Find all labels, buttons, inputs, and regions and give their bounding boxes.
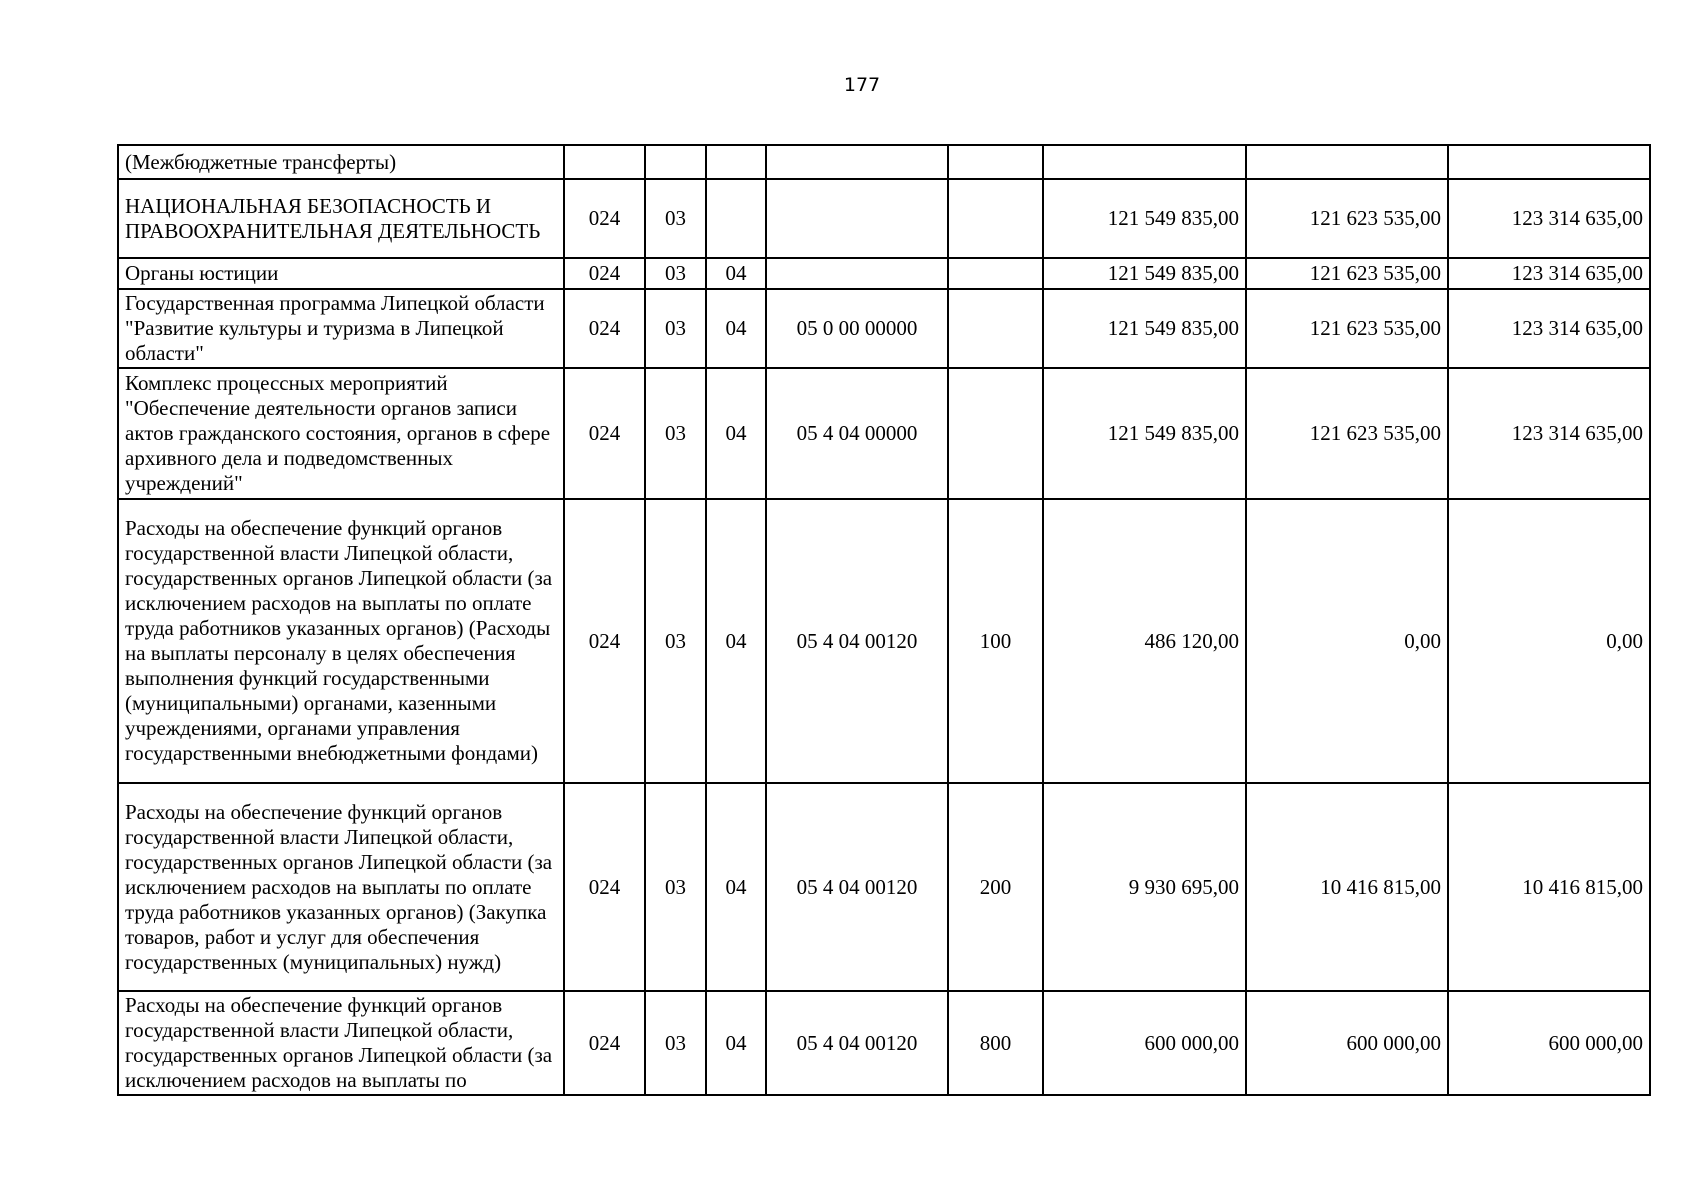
amount-year-1: 121 549 835,00 (1043, 258, 1246, 289)
target-article-code: 05 4 04 00120 (766, 499, 948, 783)
amount-year-3: 123 314 635,00 (1448, 179, 1650, 258)
subsection-code (706, 145, 766, 179)
row-name: Расходы на обеспечение функций органов государственной власти Липецкой области, государственных органов Липецкой области (за исключением расходов на выплаты по оплате труда работников указанных органов) (Закупка товаров, работ и услуг для обеспечения государственных (муниципальных) нужд) (118, 783, 564, 991)
section-code: 03 (645, 991, 706, 1095)
amount-year-1: 121 549 835,00 (1043, 289, 1246, 368)
subsection-code (706, 179, 766, 258)
amount-year-1 (1043, 145, 1246, 179)
subsection-code: 04 (706, 289, 766, 368)
target-article-code: 05 4 04 00120 (766, 991, 948, 1095)
row-name: Государственная программа Липецкой области "Развитие культуры и туризма в Липецкой области" (118, 289, 564, 368)
amount-year-2: 0,00 (1246, 499, 1448, 783)
expense-type-code (948, 258, 1043, 289)
amount-year-3 (1448, 145, 1650, 179)
subsection-code: 04 (706, 368, 766, 499)
amount-year-3: 10 416 815,00 (1448, 783, 1650, 991)
admin-code: 024 (564, 368, 645, 499)
admin-code: 024 (564, 289, 645, 368)
table-row (118, 179, 1650, 258)
target-article-code: 05 4 04 00000 (766, 368, 948, 499)
expense-type-code: 800 (948, 991, 1043, 1095)
section-code: 03 (645, 499, 706, 783)
section-code: 03 (645, 783, 706, 991)
section-code: 03 (645, 289, 706, 368)
amount-year-2: 121 623 535,00 (1246, 289, 1448, 368)
amount-year-3: 600 000,00 (1448, 991, 1650, 1095)
target-article-code: 05 0 00 00000 (766, 289, 948, 368)
section-code: 03 (645, 179, 706, 258)
table-row (118, 289, 1650, 368)
subsection-code: 04 (706, 991, 766, 1095)
amount-year-1: 9 930 695,00 (1043, 783, 1246, 991)
amount-year-3: 123 314 635,00 (1448, 258, 1650, 289)
amount-year-2 (1246, 145, 1448, 179)
table-row (118, 783, 1650, 991)
amount-year-2: 121 623 535,00 (1246, 179, 1448, 258)
row-name: НАЦИОНАЛЬНАЯ БЕЗОПАСНОСТЬ И ПРАВООХРАНИТЕЛЬНАЯ ДЕЯТЕЛЬНОСТЬ (118, 179, 564, 258)
subsection-code: 04 (706, 258, 766, 289)
target-article-code: 05 4 04 00120 (766, 783, 948, 991)
table-row (118, 499, 1650, 783)
amount-year-3: 0,00 (1448, 499, 1650, 783)
table-row (118, 991, 1650, 1095)
table-row (118, 145, 1650, 179)
table-row (118, 368, 1650, 499)
amount-year-1: 121 549 835,00 (1043, 368, 1246, 499)
expense-type-code: 100 (948, 499, 1043, 783)
target-article-code (766, 145, 948, 179)
table-row (118, 258, 1650, 289)
admin-code: 024 (564, 179, 645, 258)
row-name: Комплекс процессных мероприятий "Обеспечение деятельности органов записи актов гражданского состояния, органов в сфере архивного дела и подведомственных учреждений" (118, 368, 564, 499)
expense-type-code (948, 145, 1043, 179)
amount-year-2: 10 416 815,00 (1246, 783, 1448, 991)
subsection-code: 04 (706, 783, 766, 991)
row-name: Расходы на обеспечение функций органов государственной власти Липецкой области, государственных органов Липецкой области (за исключением расходов на выплаты по оплате труда работников указанных органов) (Расходы на выплаты персоналу в целях обеспечения выполнения функций государственными (муниципальными) органами, казенными учреждениями, органами управления государственными внебюджетными фондами) (118, 499, 564, 783)
expense-type-code (948, 368, 1043, 499)
admin-code: 024 (564, 991, 645, 1095)
target-article-code (766, 258, 948, 289)
section-code (645, 145, 706, 179)
amount-year-3: 123 314 635,00 (1448, 289, 1650, 368)
admin-code (564, 145, 645, 179)
target-article-code (766, 179, 948, 258)
amount-year-1: 600 000,00 (1043, 991, 1246, 1095)
row-name: (Межбюджетные трансферты) (118, 145, 564, 179)
admin-code: 024 (564, 499, 645, 783)
section-code: 03 (645, 258, 706, 289)
admin-code: 024 (564, 258, 645, 289)
budget-table (117, 144, 1651, 1096)
row-name: Расходы на обеспечение функций органов государственной власти Липецкой области, государственных органов Липецкой области (за исключением расходов на выплаты по (118, 991, 564, 1095)
amount-year-2: 121 623 535,00 (1246, 258, 1448, 289)
page-number: 177 (843, 74, 881, 96)
amount-year-1: 121 549 835,00 (1043, 179, 1246, 258)
expense-type-code (948, 179, 1043, 258)
subsection-code: 04 (706, 499, 766, 783)
expense-type-code: 200 (948, 783, 1043, 991)
expense-type-code (948, 289, 1043, 368)
amount-year-1: 486 120,00 (1043, 499, 1246, 783)
row-name: Органы юстиции (118, 258, 564, 289)
amount-year-3: 123 314 635,00 (1448, 368, 1650, 499)
amount-year-2: 121 623 535,00 (1246, 368, 1448, 499)
admin-code: 024 (564, 783, 645, 991)
section-code: 03 (645, 368, 706, 499)
amount-year-2: 600 000,00 (1246, 991, 1448, 1095)
